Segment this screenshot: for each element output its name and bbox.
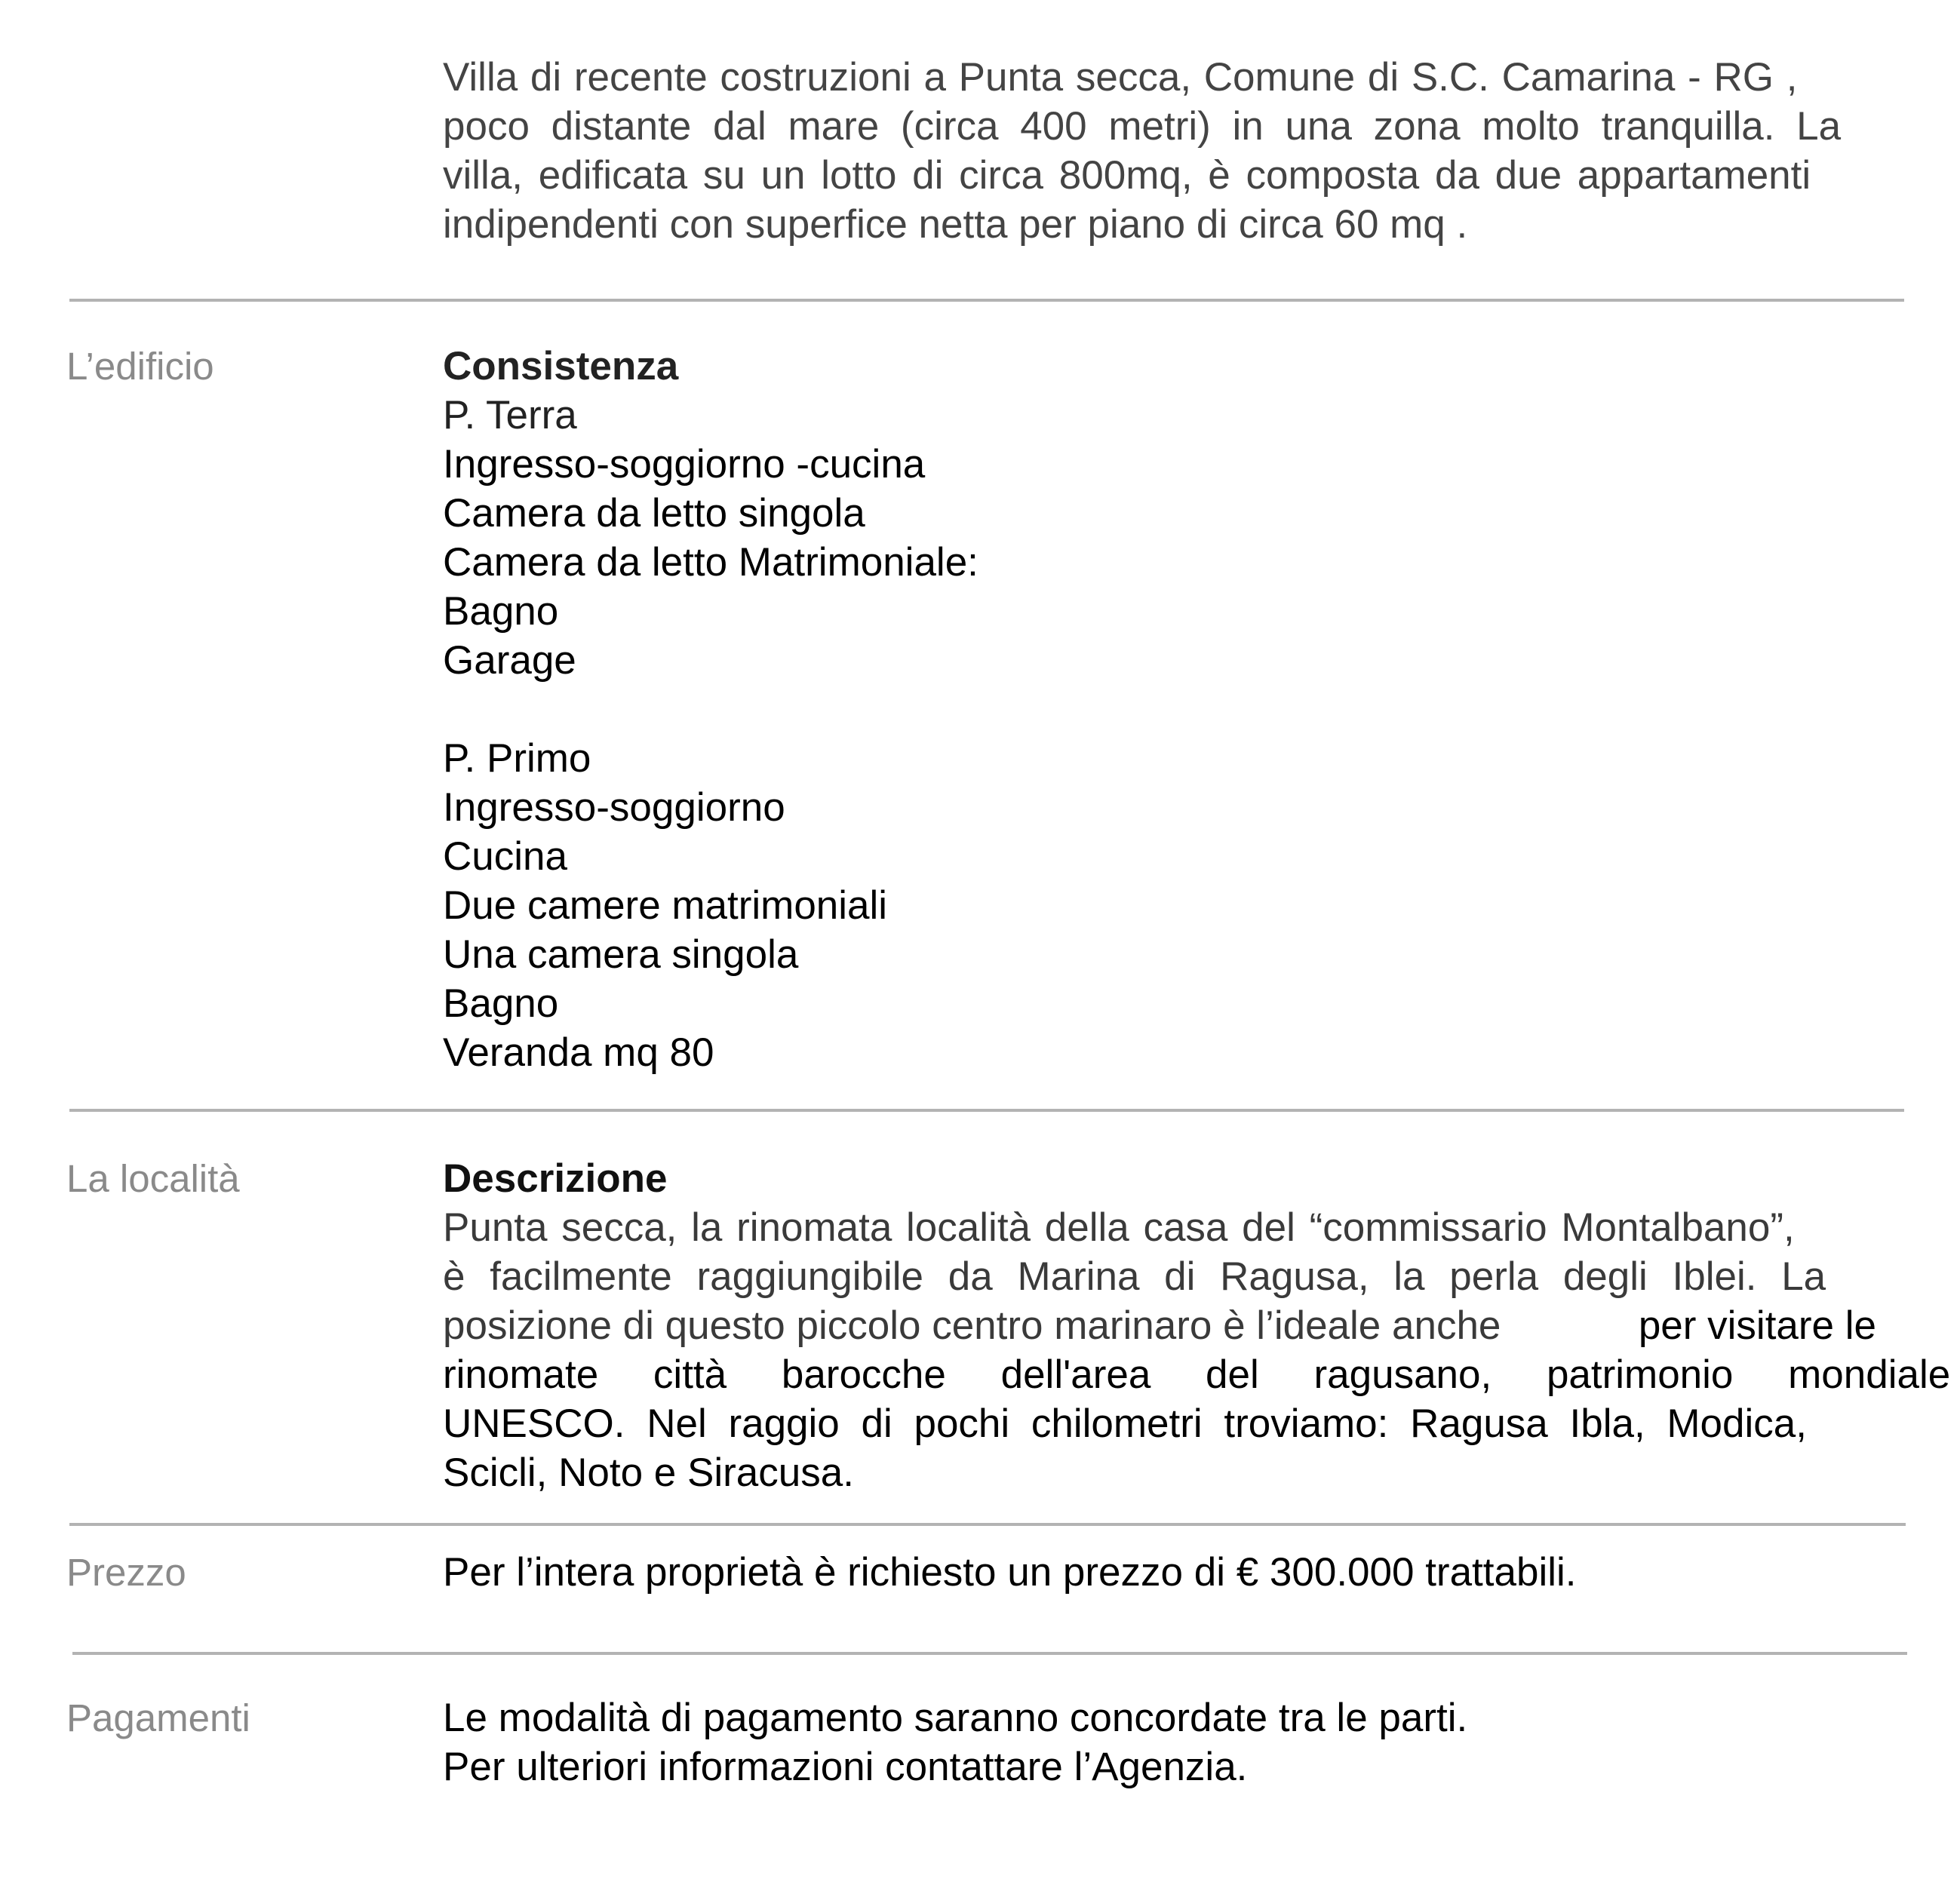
prezzo-label: Prezzo: [66, 1551, 186, 1594]
descrizione-line: rinomate città barocche dell'area del ragusano, patrimonio mondiale: [443, 1352, 1951, 1397]
descrizione-line: Scicli, Noto e Siracusa.: [443, 1450, 854, 1495]
list-item: Bagno: [443, 589, 559, 634]
piano-terra-title: P. Terra: [443, 393, 577, 437]
list-item: Garage: [443, 638, 576, 683]
section-divider: [69, 1109, 1904, 1112]
section-divider: [72, 1652, 1907, 1655]
prezzo-content: [443, 1548, 1876, 1597]
intro-paragraph: [443, 53, 1876, 249]
descrizione-line: Punta secca, la rinomata località della casa del “commissario Montalbano”,: [443, 1205, 1795, 1250]
list-item: Due camere matrimoniali: [443, 883, 888, 928]
pagamenti-content: [443, 1693, 1876, 1791]
list-item: Una camera singola: [443, 932, 799, 977]
list-item: Camera da letto singola: [443, 491, 865, 536]
list-item: Bagno: [443, 981, 559, 1026]
intro-line: indipendenti con superfice netta per piano di circa 60 mq .: [443, 202, 1468, 247]
list-item: Camera da letto Matrimoniale:: [443, 540, 978, 585]
intro-line: poco distante dal mare (circa 400 metri) in una zona molto tranquilla. La: [443, 104, 1842, 149]
piano-primo-title: P. Primo: [443, 736, 591, 781]
section-divider: [69, 299, 1904, 302]
pagamenti-line: Le modalità di pagamento saranno concordate tra le parti.: [443, 1696, 1468, 1740]
spacer: [443, 685, 1876, 734]
descrizione-line-part: per visitare le: [1638, 1303, 1876, 1348]
list-item: Veranda mq 80: [443, 1030, 714, 1075]
localita-label: La località: [66, 1157, 240, 1200]
prezzo-text: Per l’intera proprietà è richiesto un prezzo di € 300.000 trattabili.: [443, 1550, 1577, 1595]
consistenza-heading: Consistenza: [443, 344, 679, 388]
intro-line: Villa di recente costruzioni a Punta secca, Comune di S.C. Camarina - RG ,: [443, 55, 1798, 100]
section-divider: [69, 1523, 1906, 1526]
list-item: Ingresso-soggiorno -cucina: [443, 442, 926, 487]
localita-content: [443, 1154, 1951, 1497]
pagamenti-label: Pagamenti: [66, 1696, 250, 1739]
descrizione-line: è facilmente raggiungibile da Marina di Ragusa, la perla degli Iblei. La: [443, 1254, 1826, 1299]
list-item: Cucina: [443, 834, 567, 879]
intro-line: villa, edificata su un lotto di circa 800mq, è composta da due appartamenti: [443, 153, 1811, 198]
descrizione-line-part: posizione di questo piccolo centro marinaro è l’ideale anche: [443, 1303, 1501, 1348]
descrizione-line: UNESCO. Nel raggio di pochi chilometri troviamo: Ragusa Ibla, Modica,: [443, 1401, 1807, 1446]
edificio-label: L’edificio: [66, 345, 214, 388]
descrizione-heading: Descrizione: [443, 1156, 668, 1201]
list-item: Ingresso-soggiorno: [443, 785, 785, 830]
descrizione-line: [443, 1301, 1876, 1350]
edificio-content: [443, 342, 1876, 1077]
pagamenti-line: Per ulteriori informazioni contattare l’Agenzia.: [443, 1745, 1248, 1789]
